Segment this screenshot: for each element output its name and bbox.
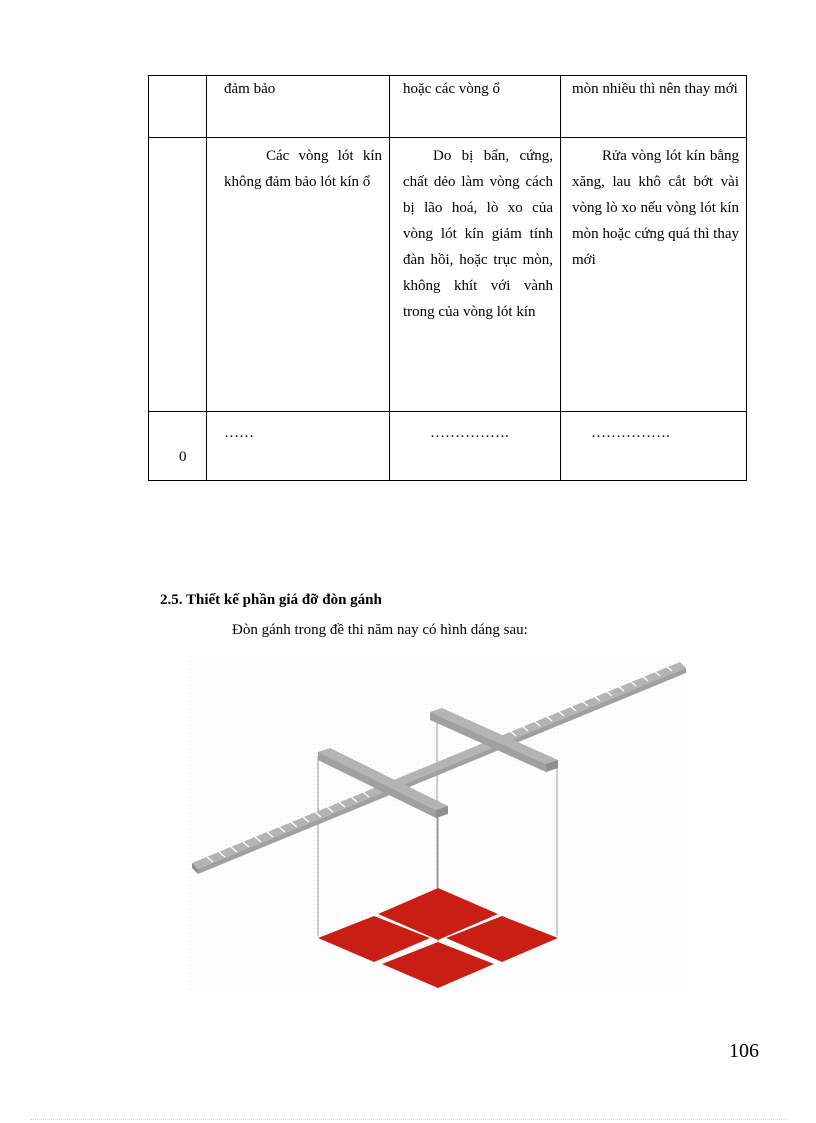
table-row — [149, 76, 747, 138]
section-heading: 2.5. Thiết kế phần giá đỡ đòn gánh — [160, 592, 382, 608]
yoke-figure — [190, 656, 686, 990]
table-row — [149, 138, 747, 412]
table-cell-fault: đảm bảo — [207, 76, 390, 138]
page-number: 106 — [729, 1040, 759, 1062]
table-cell-num — [149, 138, 207, 412]
footer-rule — [30, 1119, 786, 1120]
table-cell-num — [149, 76, 207, 138]
table-cell-cause: Do bị bẩn, cứng, chất dẻo làm vòng cách bị lão hoá, lò xo của vòng lót kín giảm tính đàn hồi, hoặc trục mòn, không khít với vành trong của vòng lót kín — [390, 138, 561, 412]
table-cell-remedy: ……………. — [561, 412, 747, 481]
maintenance-table — [148, 75, 747, 481]
table-cell-cause: hoặc các vòng ổ — [390, 76, 561, 138]
table-cell-fault: Các vòng lót kín không đảm bảo lót kín ổ — [207, 138, 390, 412]
table-cell-fault: …… — [207, 412, 390, 481]
intro-paragraph: Đòn gánh trong đề thi năm nay có hình dáng sau: — [232, 622, 528, 638]
table-cell-remedy: mòn nhiều thì nên thay mới — [561, 76, 747, 138]
table-row — [149, 412, 747, 481]
table-cell-cause: ……………. — [390, 412, 561, 481]
table-cell-num: 0 — [149, 412, 207, 481]
table-cell-remedy: Rửa vòng lót kín bằng xăng, lau khô cắt bớt vài vòng lò xo nếu vòng lót kín mòn hoặc cứng quá thì thay mới — [561, 138, 747, 412]
